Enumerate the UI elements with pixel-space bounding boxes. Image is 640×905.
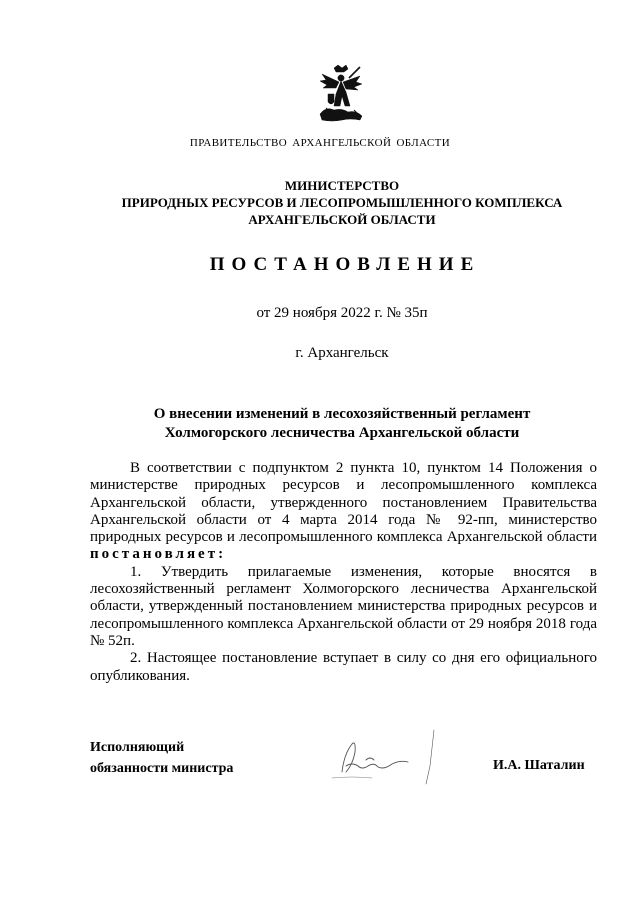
- document-city: г. Архангельск: [295, 345, 389, 361]
- signatory-position-line-2: обязанности министра: [90, 761, 234, 776]
- document-subject-line-1: О внесении изменений в лесохозяйственный регламент: [153, 406, 531, 422]
- handwritten-signature: [322, 722, 452, 786]
- government-heading: ПРАВИТЕЛЬСТВО АРХАНГЕЛЬСКОЙ ОБЛАСТИ: [189, 137, 451, 149]
- document-date-number: от 29 ноября 2022 г. № 35п: [256, 305, 428, 321]
- preamble-paragraph: [90, 460, 597, 564]
- document-subject-line-2: Холмогорского лесничества Архангельской области: [164, 425, 520, 441]
- ministry-heading: [0, 177, 640, 228]
- signatory-name: И.А. Шаталин: [493, 758, 585, 773]
- resolution-item-2: 2. Настоящее постановление вступает в силу со дня его официального опубликования.: [90, 650, 597, 684]
- resolution-item-1: 1. Утвердить прилагаемые изменения, которые вносятся в лесохозяйственный регламент Холмогорского лесничества Архангельской области, утвержденный постановлением министерства природных ресурсов и лесопромышленного комплекса Архангельской области от 29 ноября 2018 года № 52п.: [90, 563, 597, 649]
- ministry-heading-line-3: АРХАНГЕЛЬСКОЙ ОБЛАСТИ: [248, 212, 436, 227]
- ministry-heading-line-2: ПРИРОДНЫХ РЕСУРСОВ И ЛЕСОПРОМЫШЛЕННОГО КОМПЛЕКСА: [121, 195, 563, 210]
- preamble-text: В соответствии с подпунктом 2 пункта 10, пунктом 14 Положения о министерстве природных ресурсов и лесопромышленного комплекса Архангельской области, утвержденного постановлением Правительства Архангельской области от 4 марта 2014 года № 92-пп, министерство природных ресурсов и лесопромышленного комплекса Архангельской области: [90, 460, 597, 546]
- document-subject: [0, 405, 640, 443]
- document-type-title: ПОСТАНОВЛЕНИЕ: [209, 254, 481, 275]
- signatory-position-line-1: Исполняющий: [90, 740, 185, 755]
- coat-of-arms-icon: [314, 64, 366, 124]
- signatory-position: [90, 737, 233, 779]
- document-body: [90, 460, 597, 685]
- ministry-heading-line-1: МИНИСТЕРСТВО: [284, 178, 400, 193]
- resolves-keyword: постановляет:: [90, 546, 227, 563]
